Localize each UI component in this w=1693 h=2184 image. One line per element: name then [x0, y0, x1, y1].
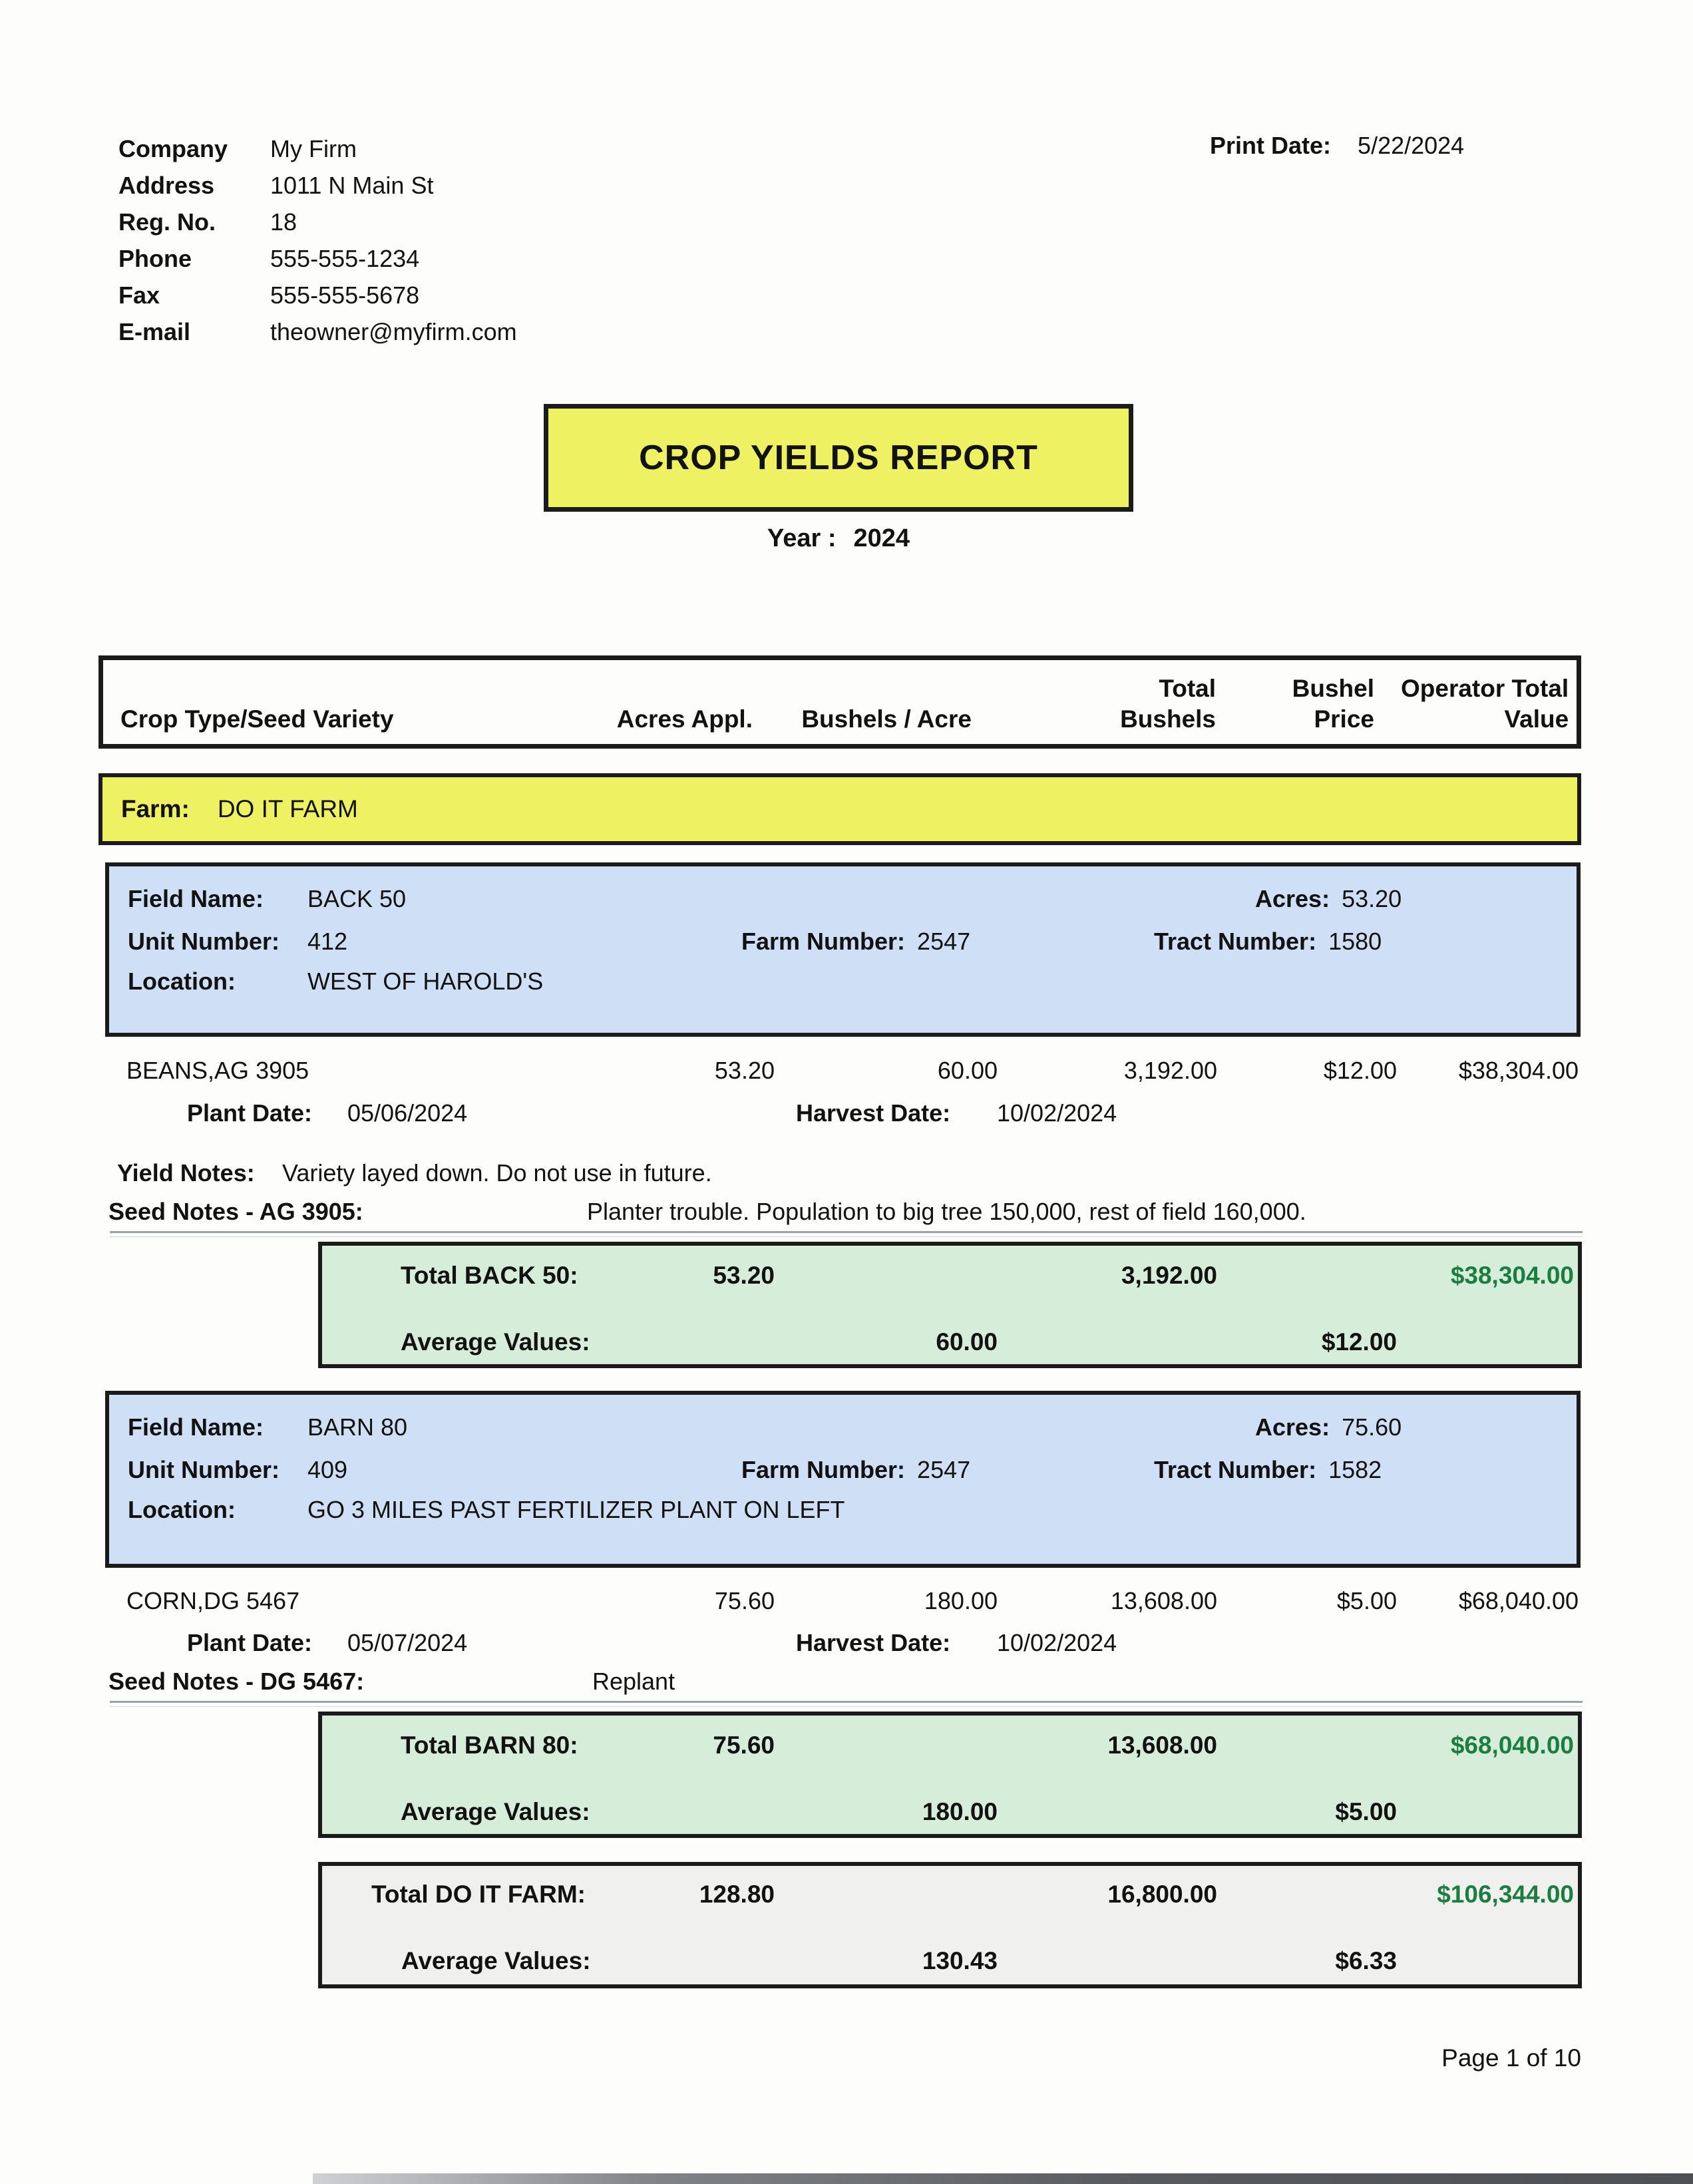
farm-average-price: $6.33	[1335, 1947, 1397, 1974]
total-bushels: 3,192.00	[1121, 1262, 1217, 1289]
column-bushels-acre: Bushels / Acre	[801, 705, 972, 733]
crop-row-corn	[98, 1587, 1583, 1615]
crop-price: $12.00	[1323, 1057, 1397, 1084]
table-header	[98, 655, 1581, 749]
total-box-barn80	[318, 1712, 1582, 1838]
seed-notes-text: Planter trouble. Population to big tree 150,000, rest of field 160,000.	[587, 1198, 1306, 1225]
spacer-cell	[1221, 1731, 1401, 1759]
yield-notes-label: Yield Notes:	[117, 1159, 255, 1186]
seed-notes-label: Seed Notes - DG 5467:	[108, 1668, 365, 1695]
spacer-cell	[779, 1731, 1002, 1759]
company-label: Company	[118, 135, 228, 162]
average-row	[322, 1328, 1578, 1356]
acres-label: Acres:	[1255, 1413, 1330, 1441]
average-price: $12.00	[1321, 1328, 1397, 1356]
fax-label: Fax	[118, 281, 160, 309]
total-row	[322, 1731, 1578, 1759]
average-price: $5.00	[1335, 1798, 1397, 1825]
farm-number	[741, 1456, 970, 1484]
spacer-cell	[779, 1262, 1002, 1290]
unit-number-label	[128, 1456, 280, 1484]
spacer-cell	[1401, 1328, 1578, 1356]
column-acres-appl: Acres Appl.	[616, 705, 753, 733]
spacer-cell	[1401, 1798, 1578, 1826]
fax-value: 555-555-5678	[270, 281, 420, 309]
address-value: 1011 N Main St	[270, 172, 434, 199]
field-info-box-back50	[105, 862, 1581, 1037]
field-info-box-barn80	[105, 1391, 1581, 1568]
email-value: theowner@myfirm.com	[270, 318, 517, 345]
spacer-cell	[1221, 1881, 1401, 1909]
tract-number-label: Tract Number:	[1154, 928, 1317, 955]
farm-total-acres: 128.80	[699, 1881, 775, 1908]
spacer-cell	[779, 1881, 1002, 1909]
total-label: Total BARN 80:	[401, 1731, 578, 1759]
tract-number-value: 1582	[1328, 1456, 1382, 1483]
plant-date-value: 05/06/2024	[347, 1099, 468, 1127]
phone-label: Phone	[118, 245, 192, 272]
phone-value: 555-555-1234	[270, 245, 420, 272]
harvest-date-value: 10/02/2024	[997, 1629, 1117, 1656]
acres-value: 53.20	[1342, 885, 1402, 912]
farm-banner	[98, 773, 1581, 845]
unit-label-text: Unit Number:	[128, 1456, 280, 1483]
company-value: My Firm	[270, 135, 357, 162]
phone-row	[118, 240, 517, 277]
total-bushels: 13,608.00	[1107, 1731, 1217, 1759]
column-total-bushels	[1002, 673, 1221, 735]
column-total-bushels-line1: Total	[1159, 675, 1216, 702]
location-value: GO 3 MILES PAST FERTILIZER PLANT ON LEFT	[307, 1496, 845, 1523]
field-name-value: BARN 80	[307, 1413, 408, 1441]
scan-artifact	[313, 2173, 1693, 2184]
average-label: Average Values:	[401, 1798, 590, 1825]
total-box-farm	[318, 1862, 1582, 1988]
field-name-label: Field Name:	[128, 885, 264, 912]
column-bushel-price-line2: Price	[1314, 705, 1374, 733]
year-value: 2024	[853, 524, 910, 552]
email-label: E-mail	[118, 318, 191, 345]
report-title-box	[544, 404, 1133, 512]
year-label: Year :	[767, 524, 837, 552]
plant-date-value: 05/07/2024	[347, 1629, 468, 1656]
fax-row	[118, 277, 517, 313]
harvest-date-label: Harvest Date:	[796, 1099, 951, 1127]
tract-number	[1154, 1456, 1382, 1484]
tract-number	[1154, 928, 1382, 956]
farm-number-label: Farm Number:	[741, 928, 906, 955]
report-year	[544, 524, 1133, 553]
location-label-text: Location:	[128, 1496, 236, 1523]
unit-number-label	[128, 928, 280, 956]
average-label: Average Values:	[401, 1328, 590, 1356]
farm-average-bushels-acre: 130.43	[922, 1947, 998, 1974]
regno-label: Reg. No.	[118, 208, 216, 236]
farm-number	[741, 928, 970, 956]
regno-value: 18	[270, 208, 297, 236]
spacer-cell	[1002, 1328, 1221, 1356]
total-acres: 53.20	[713, 1262, 775, 1289]
total-box-back50	[318, 1242, 1582, 1368]
column-bushel-price-line1: Bushel	[1292, 675, 1374, 702]
company-row	[118, 130, 517, 167]
unit-number-value: 409	[307, 1456, 348, 1483]
average-bushels-acre: 60.00	[936, 1328, 998, 1356]
crop-bushels-acre: 180.00	[924, 1587, 998, 1614]
farm-total-label: Total DO IT FARM:	[371, 1881, 586, 1908]
average-row	[322, 1947, 1578, 1975]
farm-label: Farm:	[121, 795, 190, 822]
average-bushels-acre: 180.00	[922, 1798, 998, 1825]
farm-number-value: 2547	[917, 928, 971, 955]
field-name-row	[128, 1413, 264, 1441]
spacer-cell	[610, 1947, 779, 1975]
plant-date-label: Plant Date:	[187, 1099, 313, 1127]
spacer-cell	[1401, 1947, 1578, 1975]
seed-notes-label: Seed Notes - AG 3905:	[108, 1198, 363, 1225]
spacer-cell	[610, 1798, 779, 1826]
page-number: Page 1 of 10	[1441, 2044, 1581, 2072]
column-crop-type: Crop Type/Seed Variety	[120, 705, 394, 733]
total-value: $68,040.00	[1450, 1731, 1574, 1759]
seed-notes-row-corn	[0, 1668, 1693, 1701]
spacer-cell	[610, 1328, 779, 1356]
field-name-row	[128, 885, 264, 913]
regno-row	[118, 204, 517, 240]
average-row	[322, 1798, 1578, 1826]
company-info	[118, 130, 517, 350]
location-label	[128, 1496, 236, 1524]
spacer-cell	[1002, 1798, 1221, 1826]
unit-label-text: Unit Number:	[128, 928, 280, 955]
acres-value: 75.60	[1342, 1413, 1402, 1441]
field-acres	[1255, 885, 1402, 913]
crop-total-bushels: 13,608.00	[1110, 1587, 1217, 1614]
crop-row-beans	[98, 1057, 1583, 1085]
field-name-label: Field Name:	[128, 1413, 264, 1441]
farm-average-label: Average Values:	[401, 1947, 591, 1974]
tract-number-label: Tract Number:	[1154, 1456, 1317, 1483]
location-label	[128, 968, 236, 996]
harvest-date-label: Harvest Date:	[796, 1629, 951, 1656]
seed-notes-row-beans	[0, 1198, 1693, 1231]
column-bushel-price	[1221, 673, 1401, 735]
farm-total-value: $106,344.00	[1437, 1881, 1574, 1908]
print-date-value: 5/22/2024	[1358, 132, 1465, 159]
tract-number-value: 1580	[1328, 928, 1382, 955]
unit-number-value: 412	[307, 928, 348, 955]
crop-price: $5.00	[1336, 1587, 1397, 1614]
column-total-bushels-line2: Bushels	[1120, 705, 1216, 733]
print-date-label: Print Date:	[1210, 132, 1332, 159]
total-row	[322, 1881, 1578, 1909]
harvest-date-value: 10/02/2024	[997, 1099, 1117, 1127]
farm-name: DO IT FARM	[217, 795, 358, 822]
print-date	[1210, 132, 1464, 160]
column-operator-value-line1: Operator Total	[1401, 675, 1569, 702]
divider	[110, 1231, 1583, 1237]
crop-total-bushels: 3,192.00	[1123, 1057, 1217, 1084]
crop-value: $68,040.00	[1458, 1587, 1579, 1614]
seed-notes-text: Replant	[592, 1668, 675, 1695]
address-row	[118, 167, 517, 204]
crop-bushels-acre: 60.00	[937, 1057, 998, 1084]
total-label: Total BACK 50:	[401, 1262, 578, 1289]
column-operator-value-line2: Value	[1504, 705, 1569, 733]
column-operator-value	[1401, 673, 1577, 735]
report-title: CROP YIELDS REPORT	[639, 439, 1038, 477]
crop-acres: 75.60	[714, 1587, 775, 1614]
dates-row-beans	[0, 1099, 1693, 1133]
email-row	[118, 313, 517, 350]
crop-value: $38,304.00	[1458, 1057, 1579, 1084]
divider	[110, 1701, 1583, 1707]
crop-name: CORN,DG 5467	[126, 1587, 300, 1614]
crop-acres: 53.20	[714, 1057, 775, 1084]
total-acres: 75.60	[713, 1731, 775, 1759]
field-acres	[1255, 1413, 1402, 1441]
location-label-text: Location:	[128, 968, 236, 995]
total-row	[322, 1262, 1578, 1290]
location-value: WEST OF HAROLD'S	[307, 968, 544, 995]
farm-number-value: 2547	[917, 1456, 971, 1483]
plant-date-label: Plant Date:	[187, 1629, 313, 1656]
yield-notes-row	[0, 1159, 1693, 1192]
yield-notes-text: Variety layed down. Do not use in future.	[282, 1159, 712, 1186]
total-value: $38,304.00	[1450, 1262, 1574, 1289]
acres-label: Acres:	[1255, 885, 1330, 912]
crop-name: BEANS,AG 3905	[126, 1057, 309, 1084]
spacer-cell	[1221, 1262, 1401, 1290]
farm-number-label: Farm Number:	[741, 1456, 906, 1483]
dates-row-corn	[0, 1629, 1693, 1662]
field-name-value: BACK 50	[307, 885, 407, 912]
address-label: Address	[118, 172, 215, 199]
spacer-cell	[1002, 1947, 1221, 1975]
farm-total-bushels: 16,800.00	[1107, 1881, 1217, 1908]
